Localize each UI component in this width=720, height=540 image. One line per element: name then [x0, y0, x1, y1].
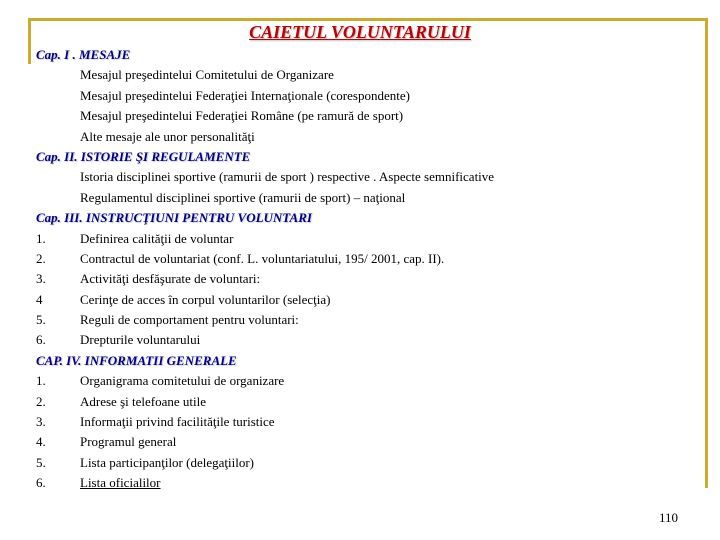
list-item: [36, 229, 696, 249]
item-number: 1.: [36, 373, 46, 389]
item-text: Programul general: [80, 434, 177, 450]
item-text: Drepturile voluntarului: [80, 332, 201, 348]
item-text: Lista participanţilor (delegaţiilor): [80, 454, 254, 470]
section-heading-2: Cap. II. ISTORIE ŞI REGULAMENTE: [36, 148, 251, 164]
page-title: CAIETUL VOLUNTARULUI: [249, 22, 471, 42]
item-text: Organigrama comitetului de organizare: [80, 373, 285, 389]
item-text: Lista oficialilor: [80, 475, 161, 491]
item-number: 5.: [36, 312, 46, 328]
item-number: 2.: [36, 250, 46, 266]
list-item: Istoria disciplinei sportive (ramurii de sport ) respective . Aspecte semnificative: [80, 169, 495, 185]
item-text: Informaţii privind facilităţile turistice: [80, 414, 275, 430]
item-text: Adrese şi telefoane utile: [80, 393, 206, 409]
table-of-contents: [36, 45, 696, 494]
list-item: [36, 392, 696, 412]
section-heading-3: Cap. III. INSTRUCŢIUNI PENTRU VOLUNTARI: [36, 210, 312, 226]
page-number: 110: [658, 510, 678, 525]
list-item: [36, 412, 696, 432]
item-number: 4.: [36, 434, 46, 450]
item-text: Contractul de voluntariat (conf. L. voluntariatului, 195/ 2001, cap. II).: [80, 250, 445, 266]
section-heading-1: Cap. I . MESAJE: [36, 47, 131, 62]
item-text: Cerinţe de acces în corpul voluntarilor (selecţia): [80, 291, 331, 307]
item-number: 5.: [36, 454, 46, 470]
item-number: 2.: [36, 393, 46, 409]
list-item: [36, 330, 696, 350]
list-item: Mesajul preşedintelui Comitetului de Organizare: [80, 67, 334, 83]
list-item: [36, 453, 696, 473]
item-number: 3.: [36, 271, 46, 287]
section-heading-4: CAP. IV. INFORMATII GENERALE: [36, 352, 237, 368]
item-number: 3.: [36, 414, 46, 430]
list-item: [36, 473, 696, 493]
list-item: Mesajul preşedintelui Federaţiei Române (pe ramură de sport): [80, 108, 404, 124]
item-text: Definirea calităţii de voluntar: [80, 230, 234, 246]
list-item: Alte mesaje ale unor personalităţi: [80, 128, 255, 144]
list-item: [36, 249, 696, 269]
list-item: [36, 290, 696, 310]
list-item: [36, 371, 696, 391]
item-text: Activităţi desfăşurate de voluntari:: [80, 271, 261, 287]
slide-border-right: [705, 18, 708, 488]
item-number: 1.: [36, 230, 46, 246]
list-item: [36, 432, 696, 452]
item-text: Reguli de comportament pentru voluntari:: [80, 312, 299, 328]
list-item: [36, 310, 696, 330]
item-number: 6.: [36, 332, 46, 348]
list-item: Mesajul preşedintelui Federaţiei Internaţionale (corespondente): [80, 87, 410, 103]
item-number: 4: [36, 291, 43, 307]
slide-border-top: [28, 18, 708, 21]
list-item: Regulamentul disciplinei sportive (ramurii de sport) – naţional: [80, 189, 406, 205]
list-item: [36, 269, 696, 289]
item-number: 6.: [36, 475, 46, 491]
